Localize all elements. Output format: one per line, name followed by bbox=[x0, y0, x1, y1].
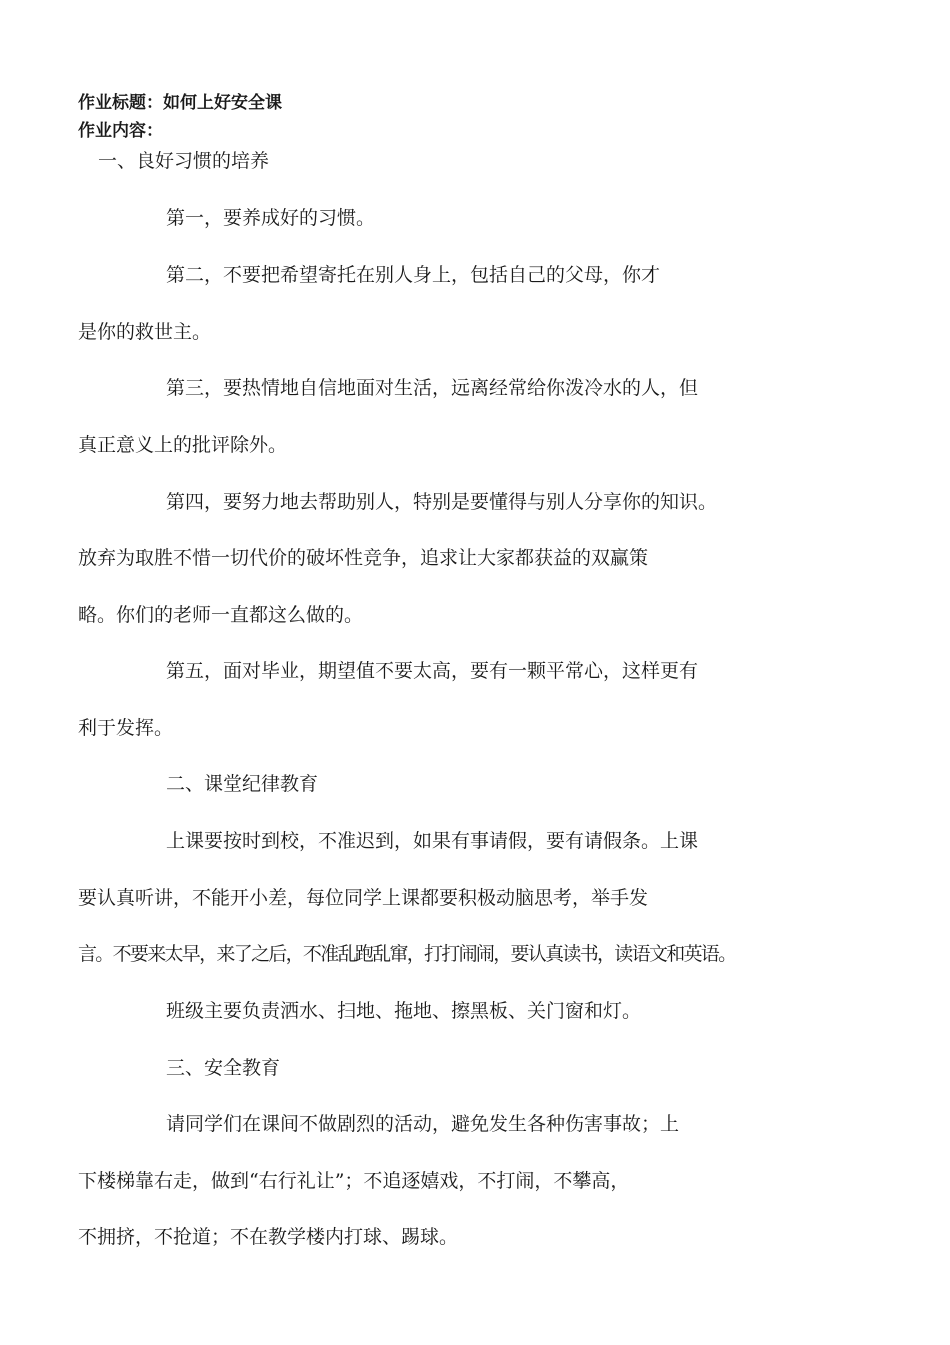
assignment-title-label: 作业标题： bbox=[78, 93, 163, 113]
paragraph-line: 第三，要热情地自信地面对生活，远离经常给你泼冷水的人，但 bbox=[166, 377, 699, 399]
paragraph-line: 下楼梯靠右走，做到“右行礼让”；不追逐嬉戏，不打闹，不攀高， bbox=[78, 1170, 630, 1192]
paragraph-line: 第二，不要把希望寄托在别人身上，包括自己的父母，你才 bbox=[166, 264, 661, 286]
paragraph-line: 言。不要来太早，来了之后，不准乱跑乱窜，打打闹闹，要认真读书，读语文和英语。 bbox=[78, 943, 736, 965]
paragraph-line: 真正意义上的批评除外。 bbox=[78, 434, 288, 456]
paragraph-line: 要认真听讲，不能开小差，每位同学上课都要积极动脑思考，举手发 bbox=[78, 887, 649, 909]
paragraph-line: 第一，要养成好的习惯。 bbox=[166, 207, 376, 229]
section-heading-discipline: 二、课堂纪律教育 bbox=[166, 773, 319, 795]
paragraph-line: 略。你们的老师一直都这么做的。 bbox=[78, 604, 364, 626]
section-heading-habits: 一、良好习惯的培养 bbox=[98, 150, 270, 172]
paragraph-line: 利于发挥。 bbox=[78, 717, 174, 739]
paragraph-line: 请同学们在课间不做剧烈的活动，避免发生各种伤害事故；上 bbox=[166, 1113, 680, 1135]
assignment-content-label: 作业内容： bbox=[78, 121, 163, 141]
paragraph-line: 不拥挤，不抢道；不在教学楼内打球、踢球。 bbox=[78, 1226, 459, 1248]
paragraph-line: 第五，面对毕业，期望值不要太高，要有一颗平常心，这样更有 bbox=[166, 660, 699, 682]
paragraph-line: 班级主要负责洒水、扫地、拖地、擦黑板、关门窗和灯。 bbox=[166, 1000, 642, 1022]
assignment-title-value: 如何上好安全课 bbox=[163, 93, 282, 113]
section-heading-safety: 三、安全教育 bbox=[166, 1057, 281, 1079]
paragraph-line: 第四，要努力地去帮助别人，特别是要懂得与别人分享你的知识。 bbox=[166, 491, 718, 513]
assignment-title bbox=[78, 93, 282, 113]
paragraph-line: 放弃为取胜不惜一切代价的破坏性竞争，追求让大家都获益的双赢策 bbox=[78, 547, 649, 569]
paragraph-line: 是你的救世主。 bbox=[78, 321, 212, 343]
paragraph-line: 上课要按时到校，不准迟到，如果有事请假，要有请假条。上课 bbox=[166, 830, 699, 852]
